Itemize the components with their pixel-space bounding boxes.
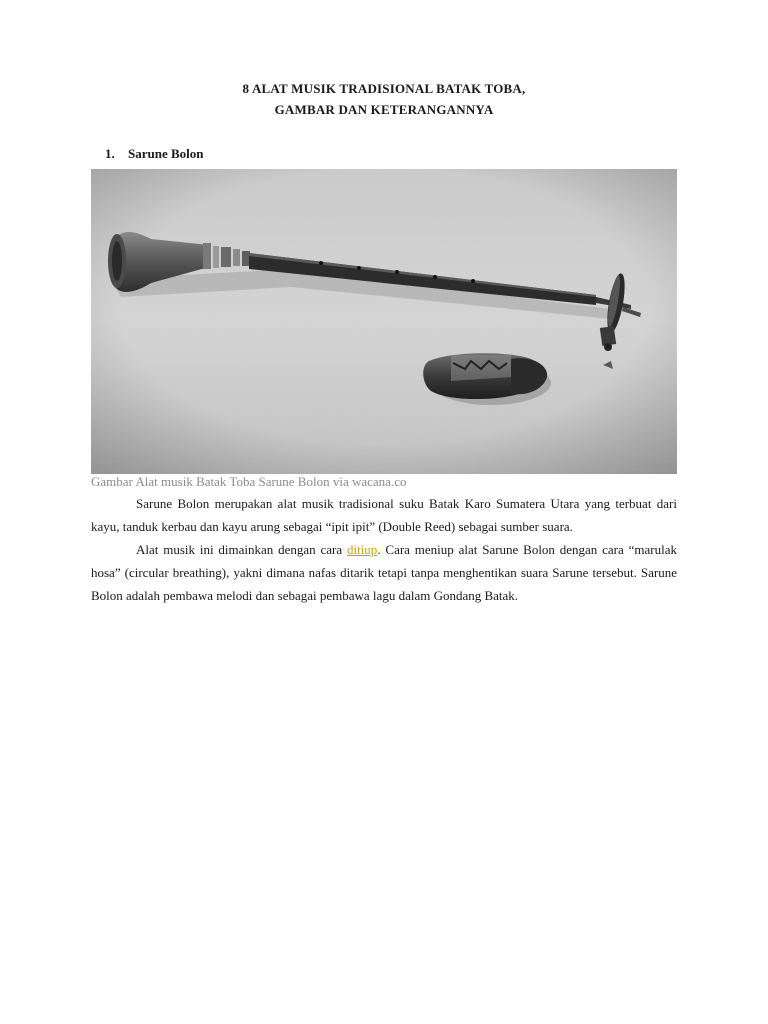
title-line-1: 8 ALAT MUSIK TRADISIONAL BATAK TOBA, (242, 81, 526, 96)
section-heading (105, 144, 204, 164)
paragraph-2-end: . Cara meniup alat Sarune Bolon dengan cara “marulak hosa” (circular breathing), yakni dimana nafas ditarik tetapi tanpa menghentikan suara Sarune tersebut. Sarune Bolon adalah pembawa melodi dan sebagai pembawa lagu dalam Gondang Batak. (91, 542, 677, 603)
paragraph-2-start: Alat musik ini dimainkan dengan cara (136, 542, 347, 557)
title-line-2: GAMBAR DAN KETERANGANNYA (274, 102, 494, 117)
paragraph-1: Sarune Bolon merupakan alat musik tradisional suku Batak Karo Sumatera Utara yang terbuat dari kayu, tanduk kerbau dan kayu arung sebagai “ipit ipit” (Double Reed) sebagai sumber suara. (91, 496, 677, 534)
section-number: 1. (105, 146, 115, 161)
document-title (0, 78, 768, 120)
paragraph-2 (91, 538, 677, 607)
sarune-bolon-image (91, 169, 677, 474)
body-text (91, 492, 677, 607)
ditiup-link[interactable]: ditiup (346, 542, 378, 557)
sarune-bolon-photo (91, 169, 677, 474)
section-title: Sarune Bolon (128, 146, 204, 161)
image-caption: Gambar Alat musik Batak Toba Sarune Bolon via wacana.co (91, 474, 407, 489)
